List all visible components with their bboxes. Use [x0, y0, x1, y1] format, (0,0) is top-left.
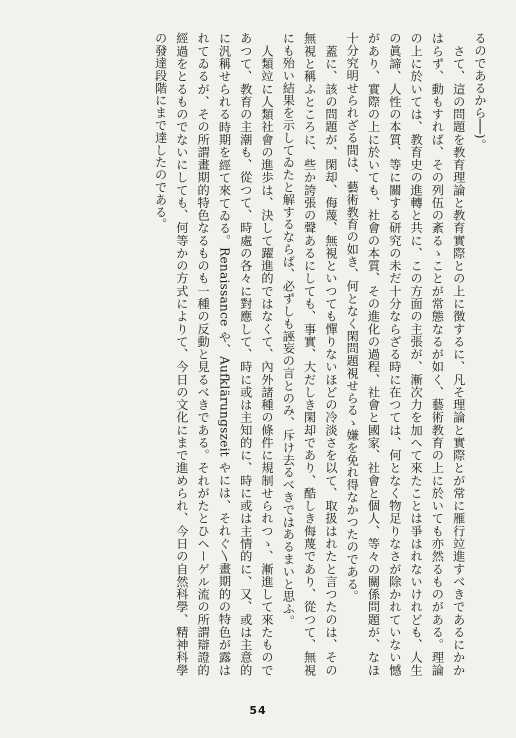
- vertical-text-body: [10, 32, 490, 676]
- paragraph-human-progress: 人類竝に人類社會の進歩は、決して躍進的ではなくて、內外諸種の條件に規制せられつゝ、漸進して來たものであつて、教育の主潮も、從つて、時處の各々に對應して、時に或は主知的に、時に或は主情的に、又、或は主意的に汎稱せられる時期を經て來てゐる。Renaissance や、Aufklärungszeit やには、それぐ〵畫期的の特色が露はれてゐるが、その所謂畫期的特色なるものも一種の反動と見るべきである。それがたとひヘーゲル流の所謂辯證的經過をとるものでないにしても、何等かの方式によりて、今日の文化にまで進められ、今日の自然科學、精神科學の發達段階にまで達したのである。: [153, 32, 275, 676]
- paragraph-neglect: 蓋に、該の問題が、閑却、侮蔑、無視といつても憚りないほどの冷淡さを以て、取扱はれたと言つたのは、その無視と稱ふところに、些か誇張の聲あるにしても、事實、大だしき閑却であり、酷しき侮蔑であり、從つて、無視にも殆い結果を示してゐたと解するならば、必ずしも誣妄の言とのみ、斥け去るべきではあるまいと思ふ。: [281, 32, 338, 676]
- paragraph-theory-practice: さて、這の問題を教育理論と教育實際との上に徴するに、凡そ理論と實際とが常に雁行竝進すべきであるにかかはらず、動もすれば、その列伍の紊るゝことが常態なるが如く、藝術教育の上に於いても亦然るものがある。理論の上に於いては、教育史の進轉と共に、この方面の主張が、漸次力を加へて來たことは爭はれないけれども、人生の眞諦、人性の本質、等に關する研究の未だ十分ならざる時に在つては、何となく物足りなさが除かれていない憾があり、實際の上に於いても、社會の本質、その進化の過程、社會と國家、社會と個人、等々の關係問題が、なほ十分究明せられざる間は、藝術教育の如き、何となく閑問題視せらるゝ嫌を免れ得なかつたのである。: [345, 32, 466, 676]
- paragraph-continuation: るのであるから──)。: [473, 32, 487, 152]
- page-number: 54: [249, 704, 267, 717]
